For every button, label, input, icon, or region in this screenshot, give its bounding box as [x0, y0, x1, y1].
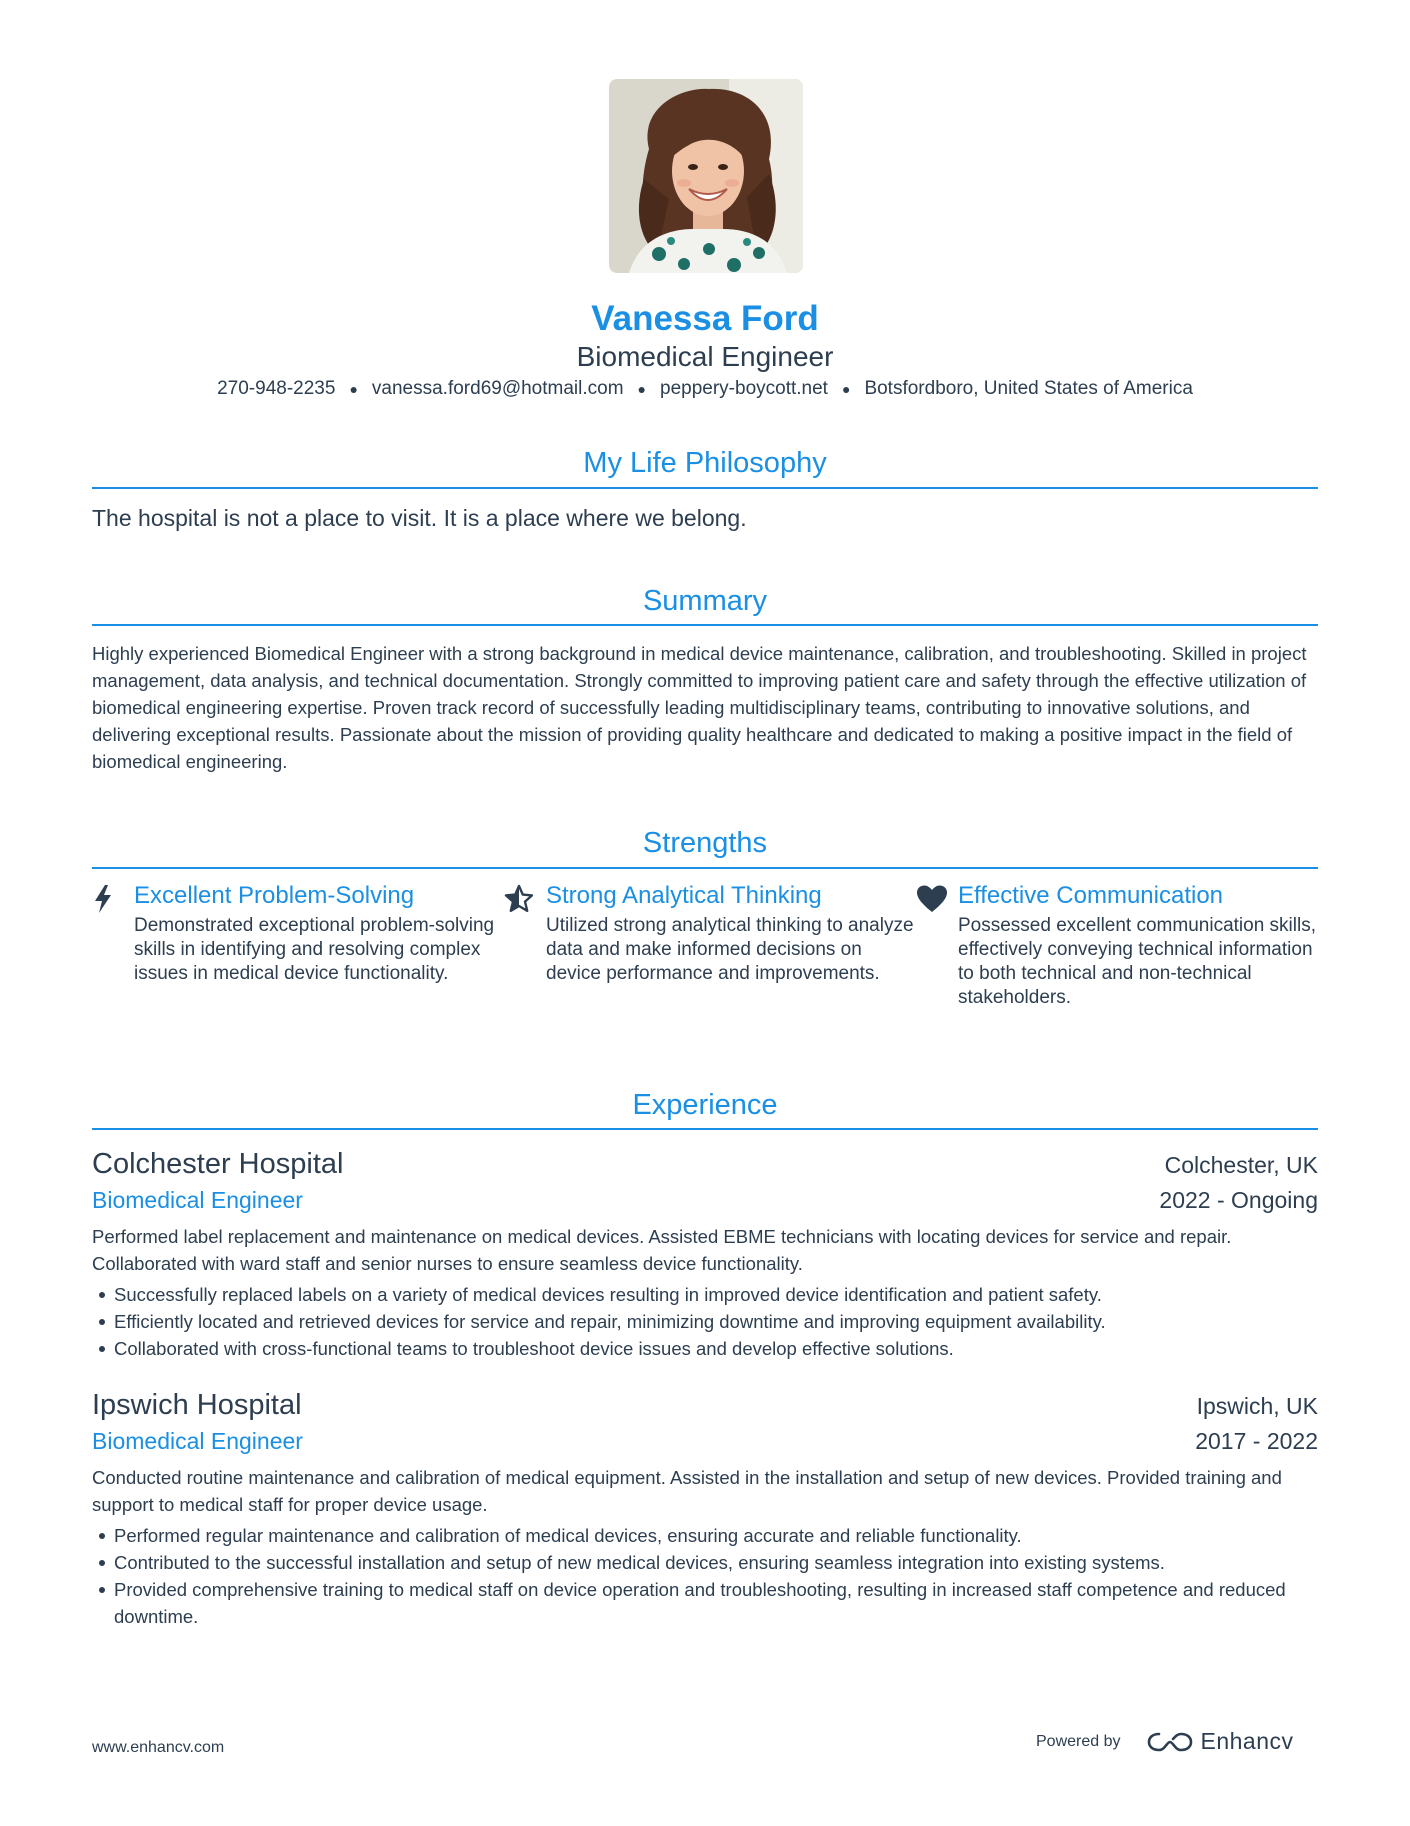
- heart-icon: [916, 880, 958, 1010]
- job-role: Biomedical Engineer: [92, 1428, 303, 1454]
- star-half-icon: [504, 880, 546, 1010]
- strength-desc: Utilized strong analytical thinking to analyze data and make informed decisions on device performance and improvements.: [546, 915, 914, 984]
- summary-heading: Summary: [642, 585, 768, 617]
- job-entry: [92, 1146, 1318, 1362]
- website-text: peppery-boycott.net: [660, 378, 828, 399]
- strength-desc: Demonstrated exceptional problem-solving skills in identifying and resolving complex issues in medical device functionality.: [134, 915, 495, 984]
- job-dates: 2017 - 2022: [1195, 1428, 1318, 1454]
- strength-item: [92, 880, 504, 1010]
- job-bullets: [92, 1522, 1318, 1630]
- separator-dot: ●: [349, 381, 358, 397]
- list-item: Collaborated with cross-functional teams to troubleshoot device issues and develop effective solutions.: [92, 1335, 1318, 1362]
- list-item: Performed regular maintenance and calibration of medical devices, ensuring accurate and reliable functionality.: [92, 1522, 1318, 1549]
- candidate-name: Vanessa Ford: [591, 299, 819, 338]
- strength-item: [504, 880, 916, 1010]
- job-company: Colchester Hospital: [92, 1148, 344, 1180]
- strength-title: Effective Communication: [958, 882, 1224, 909]
- list-item: Contributed to the successful installation and setup of new medical devices, ensuring seamless integration into existing systems.: [92, 1549, 1318, 1576]
- strengths-heading: Strengths: [642, 827, 768, 859]
- job-company: Ipswich Hospital: [92, 1389, 302, 1421]
- philosophy-rule: [92, 487, 1318, 489]
- list-item: Provided comprehensive training to medical staff on device operation and troubleshooting, resulting in increased staff competence and reduced downtime.: [92, 1576, 1318, 1630]
- portrait-illustration: [609, 79, 803, 273]
- location-text: Botsfordboro, United States of America: [864, 378, 1193, 399]
- profile-photo: [609, 79, 803, 273]
- powered-by-label: Powered by: [1036, 1732, 1121, 1750]
- email-text: vanessa.ford69@hotmail.com: [371, 378, 624, 399]
- list-item: Successfully replaced labels on a variety of medical devices resulting in improved device identification and patient safety.: [92, 1281, 1318, 1308]
- enhancv-logo-icon: [1147, 1730, 1193, 1754]
- bolt-icon: [92, 880, 134, 1010]
- separator-dot: ●: [637, 381, 647, 397]
- job-location: Colchester, UK: [1164, 1152, 1318, 1178]
- strength-title: Excellent Problem-Solving: [134, 882, 415, 909]
- footer-branding: [1036, 1728, 1294, 1755]
- job-description: Conducted routine maintenance and calibration of medical equipment. Assisted in the installation and setup of new devices. Provided training and support to medical staff for proper device usage.: [92, 1467, 1282, 1515]
- job-description: Performed label replacement and maintenance on medical devices. Assisted EBME technicians with locating devices for service and repair. Collaborated with ward staff and senior nurses to ensure seamless device functionality.: [92, 1226, 1232, 1274]
- strength-title: Strong Analytical Thinking: [546, 882, 822, 909]
- job-dates: 2022 - Ongoing: [1159, 1187, 1318, 1213]
- list-item: Efficiently located and retrieved devices for service and repair, minimizing downtime and improving equipment availability.: [92, 1308, 1318, 1335]
- phone-text: 270-948-2235: [217, 378, 336, 399]
- candidate-title: Biomedical Engineer: [576, 341, 834, 372]
- strength-desc: Possessed excellent communication skills, effectively conveying technical information to both technical and non-technical stakeholders.: [958, 915, 1316, 1008]
- strengths-rule: [92, 867, 1318, 869]
- footer-website-link[interactable]: www.enhancv.com: [92, 1739, 225, 1756]
- job-entry: [92, 1387, 1318, 1630]
- separator-dot: ●: [841, 381, 851, 397]
- strength-item: [916, 880, 1328, 1010]
- job-bullets: [92, 1281, 1318, 1362]
- experience-heading: Experience: [632, 1089, 778, 1121]
- job-location: Ipswich, UK: [1196, 1393, 1318, 1419]
- philosophy-quote: The hospital is not a place to visit. It is a place where we belong.: [92, 505, 747, 531]
- brand-wordmark: Enhancv: [1200, 1728, 1294, 1754]
- summary-rule: [92, 624, 1318, 626]
- summary-text: Highly experienced Biomedical Engineer with a strong background in medical device maintenance, calibration, and troubleshooting. Skilled in project management, data analysis, and technical documentation. Strongly committed to improving patient care and safety through the effective utilization of biomedical engineering expertise. Proven track record of successfully leading multidisciplinary teams, contributing to innovative solutions, and delivering exceptional results. Passionate about the mission of providing quality healthcare and dedicated to making a positive impact in the field of biomedical engineering.: [92, 643, 1307, 772]
- strengths-grid: [92, 880, 1318, 1010]
- philosophy-heading: My Life Philosophy: [583, 447, 827, 479]
- experience-rule: [92, 1128, 1318, 1130]
- job-role: Biomedical Engineer: [92, 1187, 303, 1213]
- contact-row: [92, 377, 1318, 401]
